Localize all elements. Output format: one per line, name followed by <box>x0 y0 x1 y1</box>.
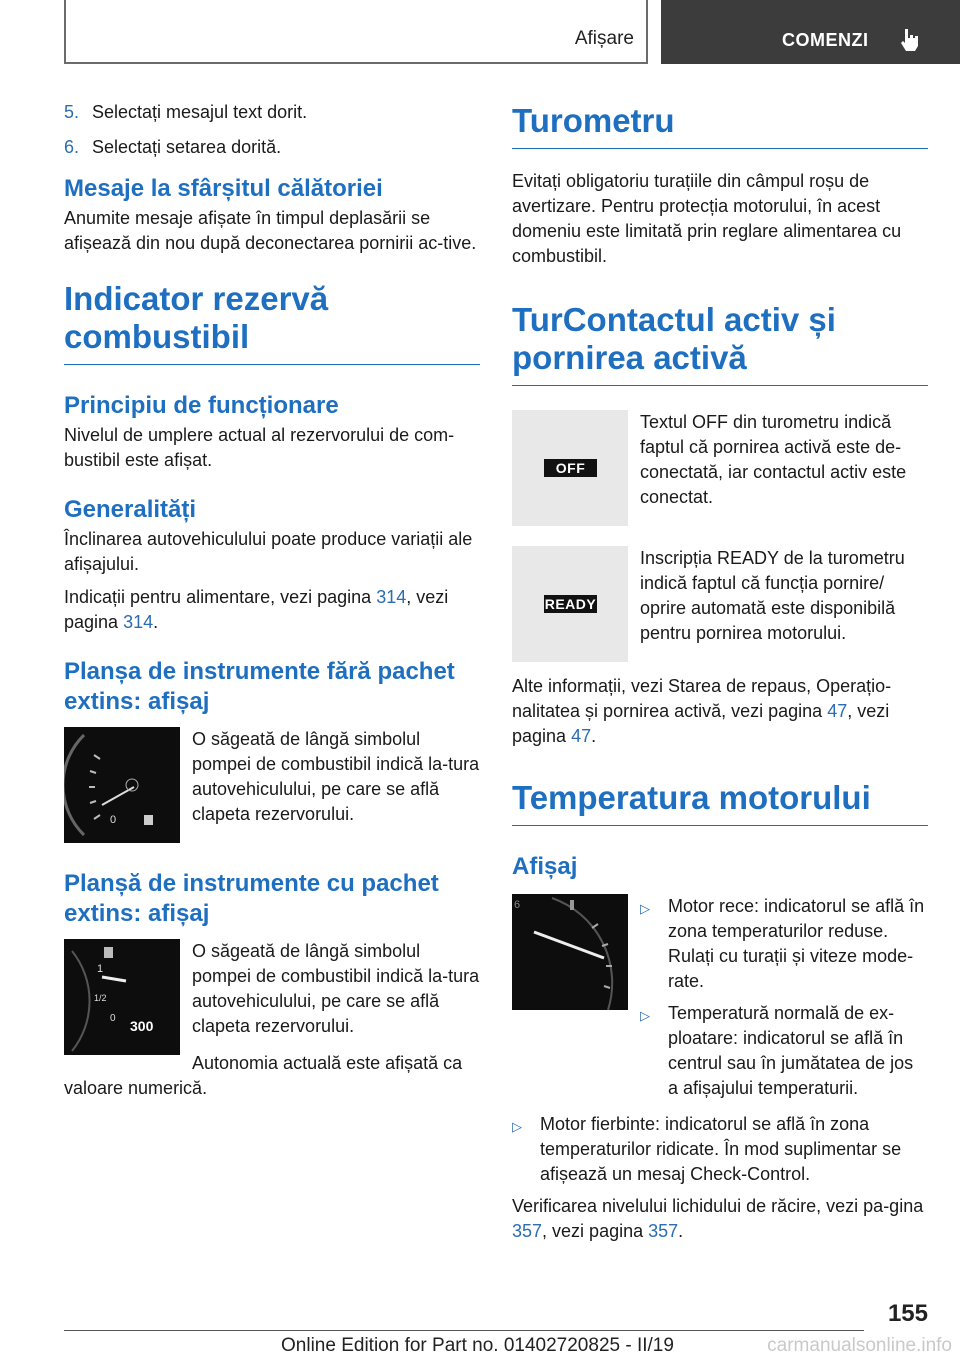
off-badge: OFF <box>544 459 597 477</box>
contact-reference <box>512 674 928 749</box>
page-link[interactable]: 314 <box>376 587 407 607</box>
active-contact-heading: TurContactul activ și pornirea activă <box>512 301 928 386</box>
bullet-arrow-icon: ▷ <box>640 1008 650 1023</box>
no-package-figure-row <box>64 727 480 843</box>
footer-edition: Online Edition for Part no. 01402720825 - II/19 <box>281 1335 674 1356</box>
step-5 <box>64 100 480 125</box>
page-link[interactable]: 357 <box>512 1221 543 1241</box>
header-section-box <box>64 0 648 64</box>
range-text: Autonomia actuală este afișată ca valoare numerică. <box>64 1053 463 1098</box>
tachometer-text: Evitați obligatoriu turațiile din câmpul roșu de avertizare. Pentru protecția motorului, în acest domeniu este limitată prin reglare alimentarea cu combustibil. <box>512 171 902 266</box>
off-text: Textul OFF din turometru indică faptul că pornirea activă este de‐conectată, iar contactul activ este conectat. <box>640 412 907 507</box>
ready-display-image <box>512 546 628 662</box>
page-link[interactable]: 47 <box>571 726 592 746</box>
ref-text: . <box>153 612 159 632</box>
display-heading: Afișaj <box>512 853 578 880</box>
principle-text: Nivelul de umplere actual al rezervorului de com‐bustibil este afișat. <box>64 425 455 470</box>
with-package-heading: Planșă de instrumente cu pachet extins: afișaj <box>64 870 439 927</box>
header-chapter-box[interactable] <box>661 0 960 64</box>
engine-temp-heading: Temperatura motorului <box>512 779 928 826</box>
range-value: 300 <box>130 1018 154 1034</box>
end-trip-heading: Mesaje la sfârșitul călătoriei <box>64 175 383 202</box>
right-column <box>512 100 928 1244</box>
no-package-heading: Planșa de instrumente fără pachet extins: afișaj <box>64 658 455 715</box>
watermark: carmanualsonline.info <box>767 1335 952 1356</box>
bullet-text: Temperatură normală de ex‐ploatare: indicatorul se află în centrul sau în jumătatea de jos a afișajului temperaturii. <box>668 1003 914 1098</box>
page-link[interactable]: 314 <box>123 612 154 632</box>
page-link[interactable]: 47 <box>827 701 848 721</box>
bullet-normal <box>640 1001 928 1101</box>
bullet-arrow-icon: ▷ <box>640 901 650 916</box>
ready-figure-row <box>512 546 928 662</box>
step-text: Selectați setarea dorită. <box>92 137 282 157</box>
end-trip-text: Anumite mesaje afișate în timpul deplasării se afișează din nou după deconectarea pornirii ac‐tive. <box>64 208 477 253</box>
refuel-reference <box>64 585 480 635</box>
fuel-gauge-extended-image <box>64 939 180 1055</box>
off-figure-row <box>512 410 928 526</box>
general-text: Înclinarea autovehiculului poate produce variații ale afișajului. <box>64 529 473 574</box>
gauge-zero-label: 0 <box>110 814 117 826</box>
principle-heading: Principiu de funcționare <box>64 392 339 419</box>
step-text: Selectați mesajul text dorit. <box>92 102 308 122</box>
ref-text: . <box>678 1221 684 1241</box>
hand-pointer-icon <box>896 26 922 52</box>
ref-text: , vezi pagina <box>64 587 449 632</box>
bullet-hot <box>512 1112 928 1187</box>
bullet-cold <box>640 894 928 994</box>
ref-text: Indicații pentru alimentare, vezi pagina <box>64 587 377 607</box>
ref-text: , vezi pagina <box>512 701 890 746</box>
ref-text: , vezi pagina <box>542 1221 649 1241</box>
step-number: 5. <box>64 102 80 122</box>
temperature-gauge-image <box>512 894 628 1010</box>
step-number: 6. <box>64 137 80 157</box>
gauge-full-label: 1 <box>97 963 104 975</box>
fuel-reserve-heading: Indicator rezervă combustibil <box>64 280 480 365</box>
page-number: 155 <box>887 1300 928 1327</box>
ready-text: Inscripția READY de la turometru indică faptul că funcția pornire/ oprire automată este disponibilă pentru pornirea motorului. <box>640 548 905 643</box>
coolant-reference <box>512 1194 928 1244</box>
bullet-arrow-icon: ▷ <box>512 1119 522 1134</box>
no-package-text: O săgeată de lângă simbolul pompei de combustibil indică la‐tura autovehiculului, pe care se află clapeta rezervorului. <box>192 729 480 824</box>
ref-text: Alte informații, vezi Starea de repaus, Operațio‐nalitatea și pornirea activă, vezi pagina <box>512 676 892 721</box>
page-link[interactable]: 357 <box>648 1221 679 1241</box>
gauge-empty-label: 0 <box>110 1013 116 1024</box>
with-package-text: O săgeată de lângă simbolul pompei de combustibil indică la‐tura autovehiculului, pe care se află clapeta rezervorului. <box>192 941 480 1036</box>
ref-text: . <box>591 726 597 746</box>
temp-sub-bullets <box>640 894 928 1108</box>
temp-figure-row <box>512 894 928 1108</box>
general-heading: Generalități <box>64 496 197 523</box>
fuel-gauge-image <box>64 727 180 843</box>
step-6 <box>64 135 480 160</box>
ref-text: Verificarea nivelului lichidului de răcire, vezi pa‐gina <box>512 1196 924 1216</box>
gauge-half-label: 1/2 <box>94 993 107 1003</box>
ready-badge: READY <box>544 596 597 612</box>
with-package-figure-row <box>64 939 480 1055</box>
bullet-text: Motor rece: indicatorul se află în zona temperaturilor reduse. Rulați cu turații și viteze mode‐rate. <box>668 896 925 991</box>
gauge-six-label: 6 <box>514 899 521 911</box>
tachometer-heading: Turometru <box>512 102 928 149</box>
left-column <box>64 100 480 1101</box>
off-display-image <box>512 410 628 526</box>
footer-divider <box>64 1330 864 1331</box>
header-chapter-title: COMENZI <box>782 30 869 50</box>
bullet-text: Motor fierbinte: indicatorul se află în zona temperaturilor ridicate. În mod suplimentar se afișează un mesaj Check-Control. <box>540 1114 902 1184</box>
header-section-title: Afișare <box>574 28 634 49</box>
